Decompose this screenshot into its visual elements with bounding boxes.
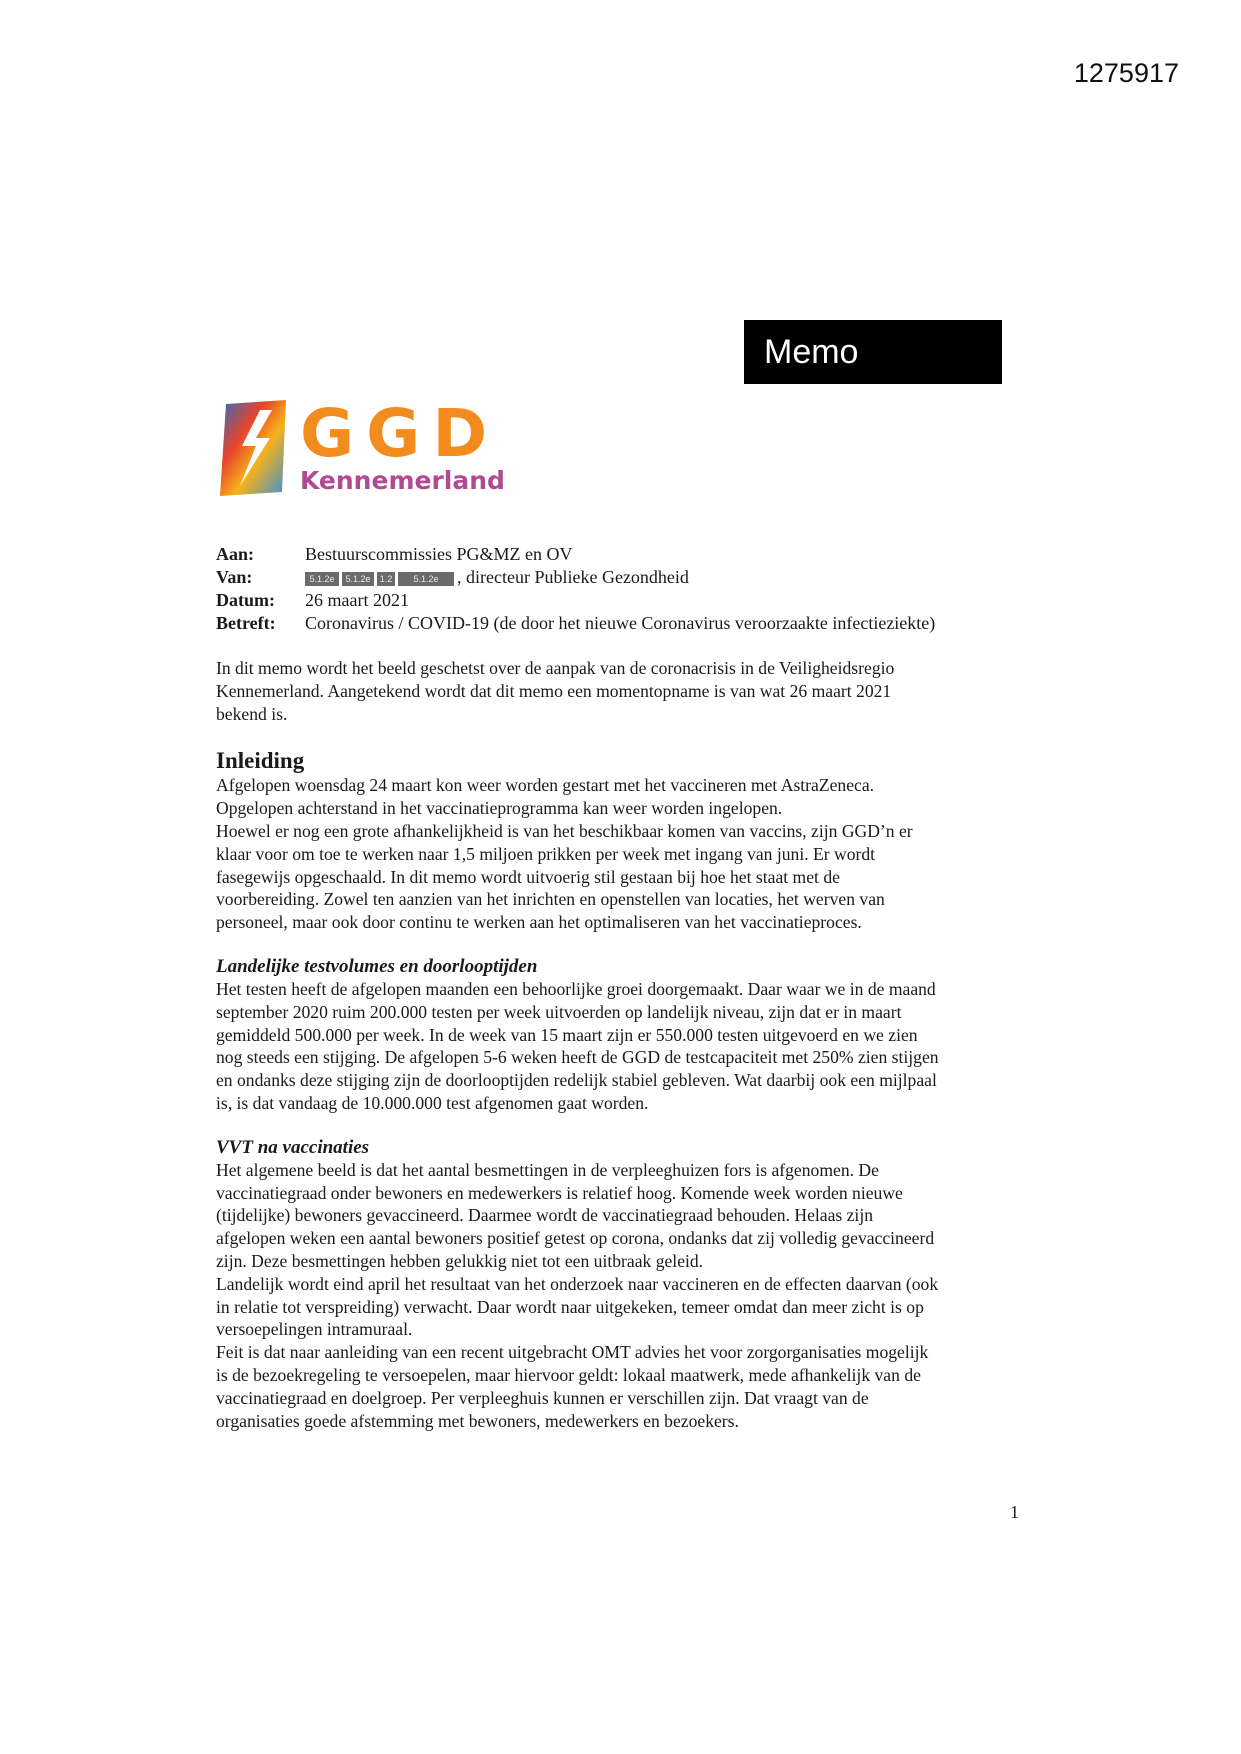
date-value: 26 maart 2021 bbox=[305, 590, 409, 610]
text-line: Afgelopen woensdag 24 maart kon weer worden gestart met het vaccineren met AstraZeneca. bbox=[216, 775, 875, 796]
header-date-row bbox=[216, 589, 935, 612]
text-line: Kennemerland. Aangetekend wordt dat dit memo een momentopname is van wat 26 maart 2021 bbox=[216, 680, 892, 701]
text-line: Het algemene beeld is dat het aantal besmettingen in de verpleeghuizen fors is afgenomen. De bbox=[216, 1159, 879, 1180]
memo-label: Memo bbox=[744, 320, 1002, 384]
redaction-box: 1.2 bbox=[377, 572, 395, 586]
section-testvolumes-text bbox=[216, 978, 1026, 1115]
text-line: bekend is. bbox=[216, 703, 288, 724]
text-line: vaccinatiegraad onder bewoners en medewerkers is relatief hoog. Komende week worden nieuwe bbox=[216, 1182, 903, 1203]
section-heading-inleiding: Inleiding bbox=[216, 748, 305, 774]
text-line: Feit is dat naar aanleiding van een recent uitgebracht OMT advies het voor zorgorganisaties mogelijk bbox=[216, 1342, 929, 1363]
text-line: Landelijk wordt eind april het resultaat van het onderzoek naar vaccineren en de effecten daarvan (ook bbox=[216, 1273, 939, 1294]
logo-ggd-text: GGD bbox=[300, 395, 500, 472]
text-line: zijn. Deze besmettingen hebben gelukkig niet tot een uitbraak geleid. bbox=[216, 1250, 704, 1271]
from-value-wrap bbox=[305, 566, 689, 589]
memo-header bbox=[216, 543, 935, 635]
text-line: fasegewijs opgeschaald. In dit memo wordt uitvoerig stil gestaan bij hoe het staat met de bbox=[216, 866, 840, 887]
document-id: 1275917 bbox=[1073, 58, 1179, 88]
text-line: In dit memo wordt het beeld geschetst over de aanpak van de coronacrisis in de Veiligheidsregio bbox=[216, 658, 895, 678]
header-to-row bbox=[216, 543, 935, 566]
text-line: klaar voor om toe te werken naar 1,5 miljoen prikken per week met ingang van juni. Er wordt bbox=[216, 843, 876, 864]
redaction-box: 5.1.2e bbox=[398, 572, 454, 586]
text-line: (tijdelijke) bewoners gevaccineerd. Daarmee wordt de vaccinatiegraad behouden. Helaas zijn bbox=[216, 1205, 874, 1226]
text-line: nog steeds een stijging. De afgelopen 5-6 weken heeft de GGD de testcapaciteit met 250% zien stijgen bbox=[216, 1047, 939, 1068]
text-line: en ondanks deze stijging zijn de doorlooptijden redelijk stabiel gebleven. Wat daarbij ook een mijlpaal bbox=[216, 1070, 937, 1091]
text-line: versoepelingen intramuraal. bbox=[216, 1319, 413, 1340]
header-from-row bbox=[216, 566, 935, 589]
subject-value: Coronavirus / COVID-19 (de door het nieuwe Coronavirus veroorzaakte infectieziekte) bbox=[305, 613, 936, 633]
text-line: Het testen heeft de afgelopen maanden een behoorlijke groei doorgemaakt. Daar waar we in de maand bbox=[216, 978, 936, 999]
from-label: Van: bbox=[216, 567, 253, 587]
redaction-box: 5.1.2e bbox=[305, 572, 339, 586]
from-value: , directeur Publieke Gezondheid bbox=[457, 567, 689, 587]
section-heading-vvt: VVT na vaccinaties bbox=[216, 1136, 370, 1158]
ggd-logo-mark-icon bbox=[220, 400, 288, 496]
ggd-logo bbox=[220, 395, 520, 500]
date-label: Datum: bbox=[216, 590, 275, 610]
text-line: Hoewel er nog een grote afhankelijkheid is van het beschikbaar komen van vaccins, zijn GGD’n er bbox=[216, 820, 913, 841]
text-line: organisaties goede afstemming met bewoners, medewerkers en bezoekers. bbox=[216, 1410, 739, 1431]
section-heading-testvolumes: Landelijke testvolumes en doorlooptijden bbox=[216, 955, 538, 977]
text-line: voorbereiding. Zowel ten aanzien van het inrichten en openstellen van locaties, het werven van bbox=[216, 889, 885, 910]
logo-subtitle: Kennemerland bbox=[300, 466, 505, 495]
header-subject-row bbox=[216, 612, 935, 635]
text-line: in relatie tot verspreiding) verwacht. Daar wordt naar uitgekeken, temeer omdat dan meer zicht is op bbox=[216, 1296, 924, 1317]
memo-body bbox=[216, 657, 1026, 1432]
section-vvt-text bbox=[216, 1159, 1026, 1433]
section-inleiding-text bbox=[216, 774, 1026, 934]
page-number: 1 bbox=[1010, 1502, 1019, 1522]
to-label: Aan: bbox=[216, 544, 255, 564]
text-line: is de bezoekregeling te versoepelen, maar hiervoor geldt: lokaal maatwerk, mede afhankelijk van de bbox=[216, 1364, 921, 1385]
intro-paragraph bbox=[216, 657, 1026, 725]
text-line: personeel, maar ook door continu te werken aan het optimaliseren van het vaccinatieproces. bbox=[216, 912, 862, 933]
text-line: Opgelopen achterstand in het vaccinatieprogramma kan weer worden ingelopen. bbox=[216, 798, 783, 819]
to-value: Bestuurscommissies PG&MZ en OV bbox=[305, 544, 573, 564]
subject-label: Betreft: bbox=[216, 613, 276, 633]
redaction-box: 5.1.2e bbox=[342, 572, 374, 586]
text-line: vaccinatiegraad en doelgroep. Per verpleeghuis kunnen er verschillen zijn. Dat vraagt van de bbox=[216, 1387, 869, 1408]
text-line: gemiddeld 500.000 per week. In de week van 15 maart zijn er 550.000 testen uitgevoerd en we zien bbox=[216, 1024, 918, 1045]
text-line: afgelopen weken een aantal bewoners positief getest op corona, ondanks dat zij volledig gevaccineerd bbox=[216, 1228, 935, 1249]
text-line: september 2020 ruim 200.000 testen per week uitvoerden op landelijk niveau, zijn dat er in maart bbox=[216, 1001, 902, 1022]
text-line: is, is dat vandaag de 10.000.000 test afgenomen gaat worden. bbox=[216, 1092, 649, 1113]
